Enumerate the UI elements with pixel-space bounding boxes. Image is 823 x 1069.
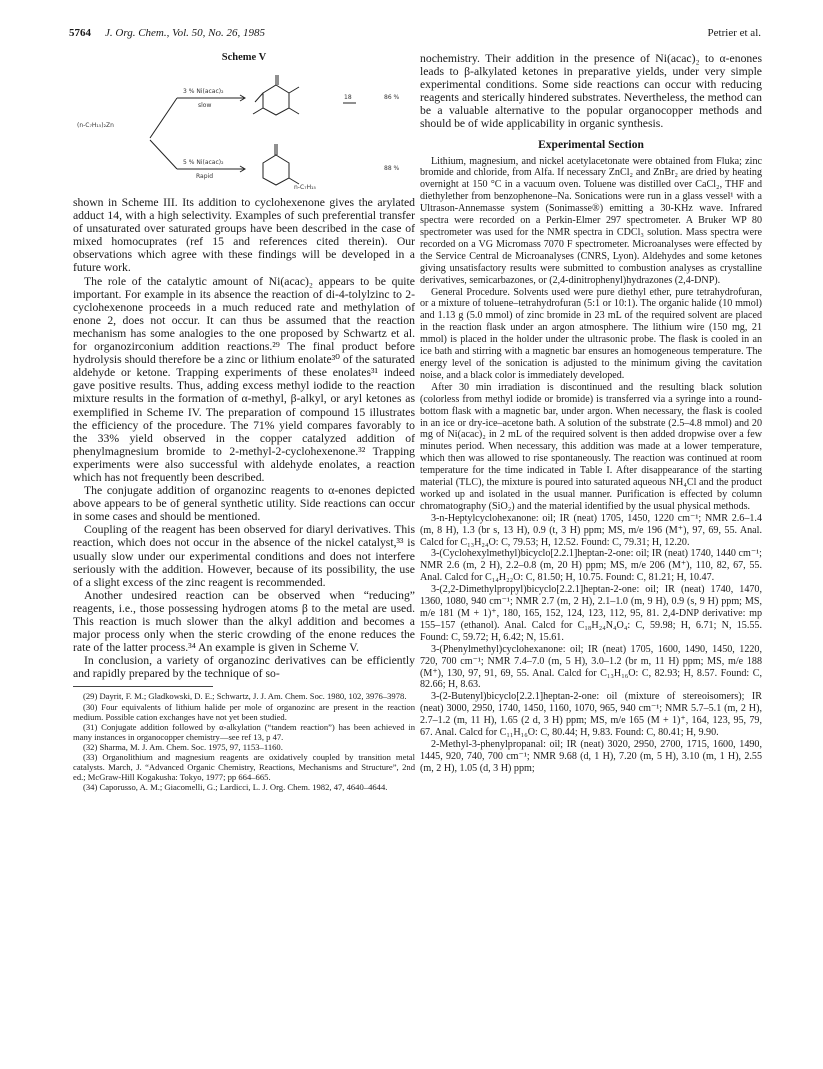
- paragraph: Lithium, magnesium, and nickel acetylacetonate were obtained from Fluka; zinc bromide and chloride, from Alfa. If necessary ZnCl₂ and ZnBr₂ are dried by heating overnight at 150 °C in a vacuum oven. Toluene was distilled over CaCl₂, THF and diethylether from benzophenone–Na. Sonications were run in a glass vessel¹ with a Ultrason-Annemasse system (Sonimasse®) emitting a 30-KHz wave. Infrared spectra were recorded on a Perkin-Elmer 297 spectrometer. A Bruker WP 80 spectrometer was used for the NMR spectra in CDCl₃ solution. Mass spectra were recorded on a VG Micromass 7070 F spectrometer. Microanalyses were effected by the Service Central de Microanalyses (CNRS, Lyon). Aldehydes and some ketones giving unsatisfactory results were submitted to combustion analyses as crystalline derivatives, semicarbazones, or (2,4-dinitrophenyl)hydrazones (2,4-DNP).: [420, 155, 762, 286]
- paragraph: nochemistry. Their addition in the presence of Ni(acac)₂ to α-enones leads to β-alkylated ketones in preparative yields, under very simple experimental conditions. Some side reactions can occur with reducing reagents and sterically hindered substrates. Nevertheless, the method can be a valuable alternative to the popular organocopper methods and should be of wide applicability in organic synthesis.: [420, 52, 762, 131]
- paragraph: The conjugate addition of organozinc reagents to α-enones depicted above appears to be of general synthetic utility. Side reactions can occur in some cases and should be mentioned.: [73, 484, 415, 524]
- paragraph: shown in Scheme III. Its addition to cyclohexenone gives the arylated adduct 14, with a high selectivity. Examples of such preferential transfer of unsaturated over saturated groups have been described in the case of mixed homocuprates (ref 15 and references cited therein). Our observations which agree with these findings will be developed in a future work.: [73, 196, 415, 275]
- scheme-drawing: [73, 64, 415, 192]
- paragraph: 3-(2-Butenyl)bicyclo[2.2.1]heptan-2-one: oil (mixture of stereoisomers); IR (neat) 3000, 2950, 1740, 1450, 1160, 1070, 965, 940 cm⁻¹; NMR 5.7–5.1 (m, 2 H), 2.7–1.2 (m, 11 H), 1.65 (2 d, 3 H) ppm; MS, m/e 165 (M + 1)⁺, 164, 123, 95, 79, 67. Anal. Calcd for C₁₁H₁₆O: C, 80.44; H, 9.83. Found: C, 80.41; H, 9.90.: [420, 691, 762, 739]
- bottom-yield: 88 %: [384, 165, 400, 172]
- branch-line-bottom: [150, 140, 177, 169]
- running-authors: Petrier et al.: [707, 27, 761, 39]
- zinc-reagent-label: (n-C₇H₁₅)₂Zn: [77, 122, 114, 129]
- section-heading: Experimental Section: [538, 138, 644, 151]
- running-header: [69, 27, 761, 43]
- bottom-substituent-label: n-C₇H₁₅: [294, 184, 316, 191]
- intro-text: [420, 52, 762, 131]
- top-speed-label: slow: [198, 102, 212, 109]
- paragraph: After 30 min irradiation is discontinued and the resulting black solution (colorless from methyl iodide or bromide) is transferred via a syringe into a round-bottom flask with a magnetic bar, under argon. When necessary, the flask is cooled in an ice or dry-ice–acetone bath. A solution of the substrate (2.5–4.8 mmol) and 20 mg of Ni(acac)₂ in 2 mL of the required solvent is then added dropwise over a few minutes period. When necessary, this addition was made at a lower temperature, which then was allowed to rise spontaneously. The reaction was continued at room temperature for the time indicated in Table I. After disappearance of the starting material (TLC), the mixture is poured into saturated aqueous NH₄Cl and the product worked up and isolated in the usual manner. Purification is effected by column chromatography (SiO₂) and the material identified by the usual physical methods.: [420, 381, 762, 512]
- top-yield: 86 %: [384, 94, 400, 101]
- footnote: (31) Conjugate addition followed by α-alkylation (“tandem reaction”) has been achieved in many instances in organocopper chemistry—see ref 13, p 47.: [73, 721, 415, 742]
- footnotes: [73, 691, 415, 792]
- page-number: 5764: [69, 27, 91, 39]
- paragraph: The role of the catalytic amount of Ni(acac)₂ appears to be quite important. For example in its absence the reaction of di-4-tolylzinc to 2-cyclohexenone proceeds in a much reduced rate and methylation of enone 2, does not occur. It can thus be assumed that the reaction mechanism has some analogies to the one proposed by Schwartz et al. for organozirconium addition reactions.²⁹ The final product before hydrolysis should therefore be a zinc or lithium enolate³⁰ of the saturated aldehyde or ketone. Trapping experiments of these enolates³¹ indeed gave positive results. Thus, adding excess methyl iodide to the reaction mixture results in the formation of α-methyl, β-alkyl, or aryl ketones as exemplified in Scheme IV. The preparation of compound 15 illustrates the efficiency of the procedure. The 71% yield compares favorably to the 33% yield observed in the copper catalyzed addition of phenylmagnesium bromide to 2-methyl-2-cyclohexenone.³² Trapping experiments were also successful with aldehyde enolates, a reaction which has not frequently been described.: [73, 274, 415, 484]
- paragraph: 2-Methyl-3-phenylpropanal: oil; IR (neat) 3020, 2950, 2700, 1715, 1600, 1490, 1445, 920, 740, 700 cm⁻¹; NMR 9.68 (d, 1 H), 7.20 (m, 5 H), 3.10 (m, 1 H), 2.55 (m, 2 H), 1.05 (d, 3 H) ppm;: [420, 738, 762, 774]
- experimental-text: [420, 156, 762, 775]
- footnote: (30) Four equivalents of lithium halide per mole of organozinc are present in the reaction medium. Possible cation exchanges have not yet been studied.: [73, 701, 415, 722]
- footnote: (29) Dayrit, F. M.; Gladkowski, D. E.; Schwartz, J. J. Am. Chem. Soc. 1980, 102, 3976–3978.: [83, 691, 407, 702]
- scheme-v-figure: [73, 52, 415, 192]
- branch-line-top: [150, 98, 177, 138]
- paragraph: 3-n-Heptylcyclohexanone: oil; IR (neat) 1705, 1450, 1220 cm⁻¹; NMR 2.6–1.4 (m, 8 H), 1.3 (br s, 13 H), 0.9 (t, 3 H) ppm; MS, m/e 196 (M⁺), 97, 69, 55. Anal. Calcd for C₁₃H₂₄O: C, 79.53; H, 12.52. Found: C, 79.31; H, 12.20.: [420, 512, 762, 548]
- paragraph: Another undesired reaction can be observed when “reducing” reagents, i.e., those possessing hydrogen atoms β to the metal are used. This reaction is much slower than the alkyl addition and becomes a major process only when the steric crowding of the enone reduces the rate of the latter process.³⁴ An example is given in Scheme V.: [73, 588, 415, 655]
- bottom-condition-label: 5 % Ni(acac)₂: [183, 159, 224, 166]
- top-compound-number: 18: [344, 94, 352, 101]
- paragraph: General Procedure. Solvents used were pure diethyl ether, pure tetrahydrofuran, or a mixture of toluene–tetrahydrofuran (5:1 or 10:1). The organic halide (10 mmol) and 1.13 g (5.0 mmol) of zinc bromide in 23 mL of the required solvent are placed in the reaction flask under an argon atmosphere. The lithium wire (150 mg, 21 mmol) is placed in the holder under the ultrasonic probe. The flask is cooled in an ice bath and stirring with a magnetic bar ensures an homogeneous temperature. The energy level of the sonication is adjusted to the minimum giving the cavitation noise, and a black color is immediately developed.: [420, 286, 762, 381]
- paragraph: 3-(2,2-Dimethylpropyl)bicyclo[2.2.1]heptan-2-one: oil; IR (neat) 1740, 1470, 1360, 1080, 940 cm⁻¹; NMR 2.7 (m, 2 H), 2.1–1.0 (m, 9 H), 0.9 (s, 9 H) ppm; MS, m/e 181 (M + 1)⁺, 180, 165, 152, 124, 123, 112, 95, 81. 2,4-DNP derivative: mp 155–157 (ethanol). Anal. Calcd for C₁₈H₂₄N₄O₄: C, 59.98; H, 6.71; N, 15.55. Found: C, 59.72; H, 6.42; N, 15.61.: [420, 584, 762, 643]
- right-column: [420, 52, 762, 775]
- paragraph: 3-(Cyclohexylmethyl)bicyclo[2.2.1]heptan-2-one: oil; IR (neat) 1740, 1440 cm⁻¹; NMR 2.6 (m, 2 H), 2.2–0.8 (m, 20 H) ppm; MS, m/e 206 (M⁺), 110, 82, 67, 55. Anal. Calcd for C₁₄H₂₂O: C, 81.50; H, 10.75. Found: C, 81.21; H, 10.47.: [420, 548, 762, 584]
- top-product-ring: [263, 85, 289, 115]
- bottom-product-ring: [263, 155, 289, 185]
- journal-citation: J. Org. Chem., Vol. 50, No. 26, 1985: [105, 27, 266, 39]
- footnote: (33) Organolithium and magnesium reagents are oxidatively coupled by transition metal catalysts. March, J. “Advanced Organic Chemistry, Reactions, Mechanisms and Structure”, 2nd ed.; McGraw-Hill Kogakusha: Tokyo, 1977; pp 664–665.: [73, 752, 415, 783]
- left-column: [73, 52, 415, 792]
- bottom-speed-label: Rapid: [196, 173, 213, 180]
- paragraph: In conclusion, a variety of organozinc derivatives can be efficiently and rapidly prepared by the technique of so-: [73, 654, 415, 681]
- footnote-rule: [73, 686, 213, 687]
- paragraph: 3-(Phenylmethyl)cyclohexanone: oil; IR (neat) 1705, 1600, 1490, 1450, 1220, 720, 700 cm⁻¹; NMR 7.4–7.0 (m, 5 H), 3.0–1.2 (br m, 11 H) ppm; MS, m/e 188 (M⁺), 130, 97, 91, 69, 55. Anal. Calcd for C₁₃H₁₆O: C, 82.93; H, 8.57. Found: C, 82.66; H, 8.63.: [420, 643, 762, 691]
- top-condition-label: 3 % Ni(acac)₂: [183, 88, 224, 95]
- paragraph: Coupling of the reagent has been observed for diaryl derivatives. This reaction, which does not occur in the absence of the nickel catalyst,³³ is usually slow under our experimental conditions and does not interfere seriously with the addition. However, because of its possibility, the use of a slight excess of the zinc reagent is recommended.: [73, 523, 415, 589]
- left-body-text: [73, 196, 415, 680]
- footnote: (32) Sharma, M. J. Am. Chem. Soc. 1975, 97, 1153–1160.: [83, 741, 283, 752]
- scheme-title: Scheme V: [221, 52, 267, 63]
- footnote: (34) Caporusso, A. M.; Giacomelli, G.; Lardicci, L. J. Org. Chem. 1982, 47, 4640–4644.: [83, 782, 388, 793]
